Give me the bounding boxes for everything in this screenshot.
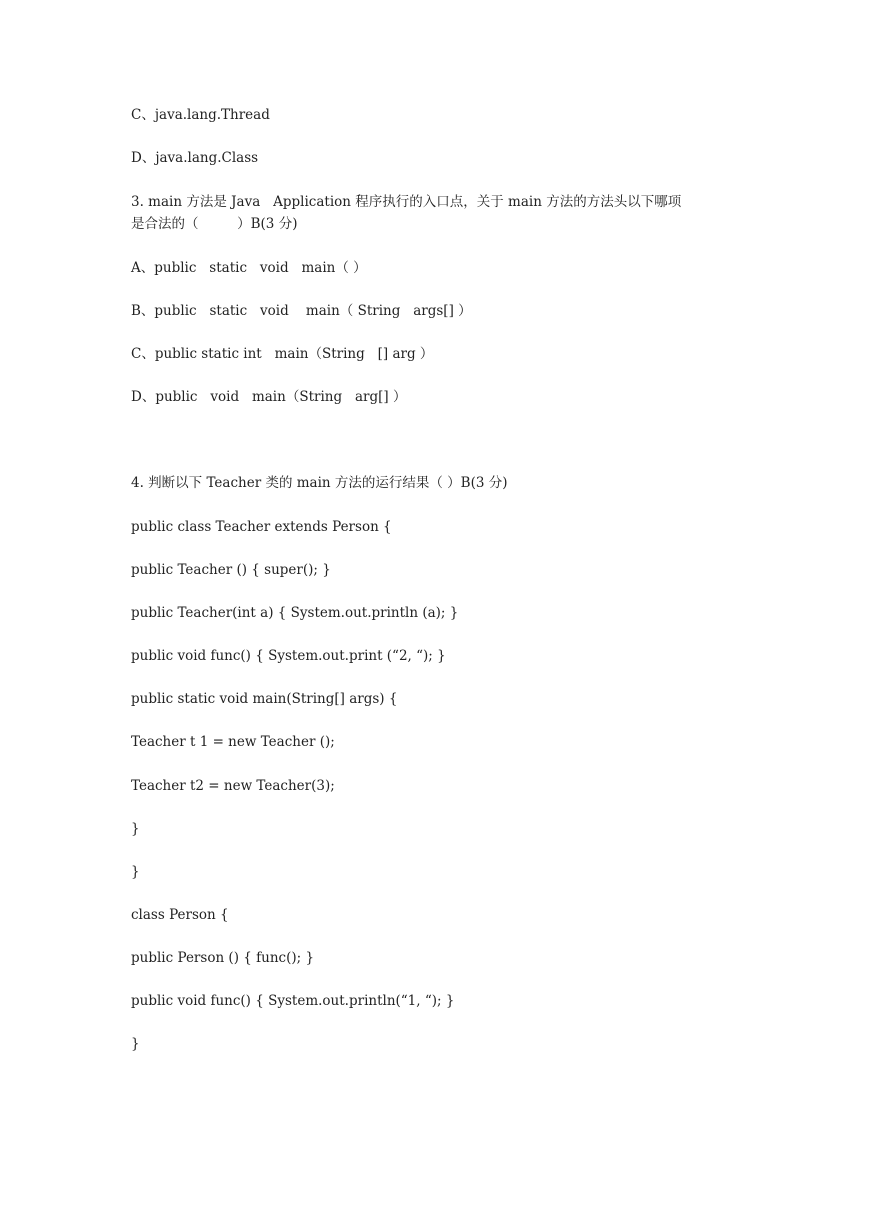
question-3-line-2: 是合法的（ ）B(3 分) bbox=[131, 216, 298, 232]
code-line: public void func() { System.out.println(“1, “); } bbox=[131, 993, 455, 1009]
option-d-q2: D、java.lang.Class bbox=[131, 150, 259, 166]
code-line: public Person () { func(); } bbox=[131, 950, 315, 966]
option-c-q2: C、java.lang.Thread bbox=[131, 107, 270, 123]
code-line: public Teacher () { super(); } bbox=[131, 562, 331, 578]
code-line: } bbox=[131, 821, 140, 837]
code-line: public class Teacher extends Person { bbox=[131, 519, 392, 535]
code-line: public Teacher(int a) { System.out.println (a); } bbox=[131, 605, 459, 621]
option-c-q3: C、public static int main（String [] arg ） bbox=[131, 346, 434, 362]
code-line: Teacher t 1 = new Teacher (); bbox=[131, 734, 335, 750]
option-b-q3: B、public static void main（ String args[] ） bbox=[131, 303, 472, 319]
code-line: Teacher t2 = new Teacher(3); bbox=[131, 778, 335, 794]
code-line: public void func() { System.out.print (“2, “); } bbox=[131, 648, 446, 664]
option-a-q3: A、public static void main（ ） bbox=[131, 260, 367, 276]
code-line: public static void main(String[] args) { bbox=[131, 691, 398, 707]
option-d-q3: D、public void main（String arg[] ） bbox=[131, 389, 407, 405]
code-line: } bbox=[131, 864, 140, 880]
question-3-line-1: 3. main 方法是 Java Application 程序执行的入口点，关于 main 方法的方法头以下哪项 bbox=[131, 194, 682, 210]
code-line: class Person { bbox=[131, 907, 229, 923]
question-4-title: 4. 判断以下 Teacher 类的 main 方法的运行结果（ ）B(3 分) bbox=[131, 475, 508, 491]
code-line: } bbox=[131, 1036, 140, 1052]
